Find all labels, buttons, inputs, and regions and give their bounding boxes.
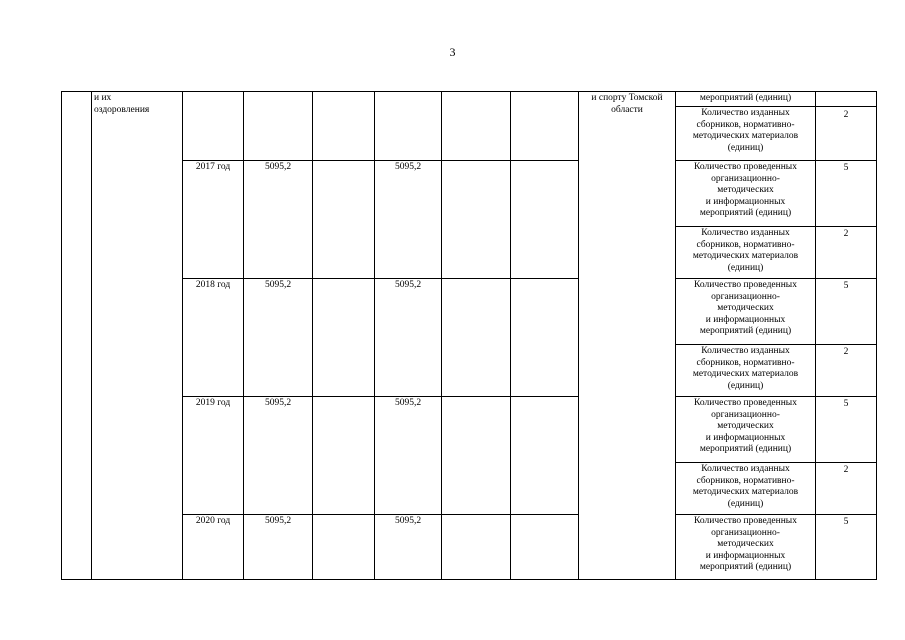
executor-line-2: области xyxy=(611,104,643,115)
task-cell xyxy=(94,93,180,116)
row-divider xyxy=(675,226,877,227)
task-line-1: и их xyxy=(94,93,112,103)
page-number: 3 xyxy=(449,45,456,59)
column-divider xyxy=(510,91,511,580)
indicator-value: 2 xyxy=(843,110,849,120)
indicator-events: Количество проведенных организационно- методических и информационных мероприятий (единиц) xyxy=(694,280,797,337)
regional-funding-cell: 5095,2 xyxy=(394,398,422,408)
year-cell: 2018 год xyxy=(195,280,231,290)
row-divider xyxy=(675,396,877,397)
row-divider xyxy=(675,106,877,107)
total-funding-cell: 5095,2 xyxy=(264,516,292,526)
row-divider xyxy=(675,344,877,345)
year-cell: 2020 год xyxy=(195,516,231,526)
indicator-value: 5 xyxy=(843,399,849,409)
table-border-top xyxy=(61,91,877,92)
table-border-left xyxy=(61,91,62,580)
row-divider xyxy=(675,514,877,515)
indicator-value: 2 xyxy=(843,347,849,357)
indicator-value: 5 xyxy=(843,281,849,291)
row-divider xyxy=(182,278,579,279)
regional-funding-cell: 5095,2 xyxy=(394,280,422,290)
task-line-2: оздоровления xyxy=(94,104,150,115)
total-funding-cell: 5095,2 xyxy=(264,398,292,408)
indicator-events: Количество проведенных организационно- методических и информационных мероприятий (единиц) xyxy=(694,516,797,573)
indicator-collections: Количество изданных сборников, нормативно- методических материалов (единиц) xyxy=(692,346,799,391)
indicator-events: Количество проведенных организационно- методических и информационных мероприятий (единиц) xyxy=(694,398,797,455)
column-divider xyxy=(91,91,92,580)
executor-cell xyxy=(579,93,675,116)
row-divider xyxy=(182,396,579,397)
regional-funding-cell: 5095,2 xyxy=(394,162,422,172)
row-divider xyxy=(182,160,579,161)
indicator-collections: Количество изданных сборников, нормативно- методических материалов (единиц) xyxy=(692,464,799,509)
year-cell: 2017 год xyxy=(195,162,231,172)
indicator-collections: Количество изданных сборников, нормативно- методических материалов (единиц) xyxy=(692,108,799,153)
table-border-right xyxy=(876,91,877,580)
indicator-value: 2 xyxy=(843,465,849,475)
table-border-bottom xyxy=(61,579,877,580)
row-divider xyxy=(675,160,877,161)
column-divider xyxy=(578,91,579,580)
indicator-value: 2 xyxy=(843,229,849,239)
column-divider xyxy=(312,91,313,580)
row-divider xyxy=(675,278,877,279)
indicator-events: Количество проведенных организационно- методических и информационных мероприятий (единиц) xyxy=(694,162,797,219)
year-cell: 2019 год xyxy=(195,398,231,408)
total-funding-cell: 5095,2 xyxy=(264,162,292,172)
total-funding-cell: 5095,2 xyxy=(264,280,292,290)
indicator-value: 5 xyxy=(843,517,849,527)
indicator-value: 5 xyxy=(843,163,849,173)
indicator-tail: мероприятий (единиц) xyxy=(699,93,792,103)
row-divider xyxy=(182,514,579,515)
column-divider xyxy=(441,91,442,580)
regional-funding-cell: 5095,2 xyxy=(394,516,422,526)
indicator-collections: Количество изданных сборников, нормативно- методических материалов (единиц) xyxy=(692,228,799,273)
executor-line-1: и спорту Томской xyxy=(591,93,663,103)
row-divider xyxy=(675,462,877,463)
